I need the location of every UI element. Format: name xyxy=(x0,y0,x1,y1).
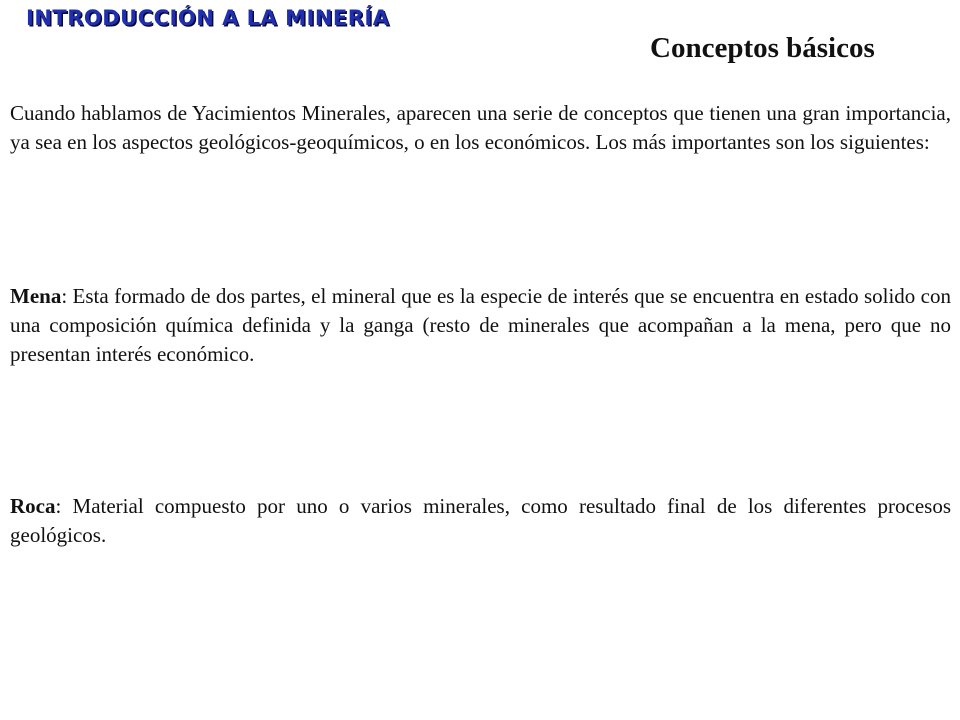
definition-text-roca: : Material compuesto por uno o varios minerales, como resultado final de los diferentes procesos geológicos. xyxy=(10,494,951,547)
slide-subtitle: Conceptos básicos xyxy=(650,32,875,64)
definition-roca xyxy=(10,492,951,550)
intro-paragraph: Cuando hablamos de Yacimientos Minerales, aparecen una serie de conceptos que tienen una gran importancia, ya sea en los aspectos geológicos-geoquímicos, o en los económicos. Los más importantes son los siguientes: xyxy=(10,101,951,154)
definition-mena xyxy=(10,282,951,369)
definition-term-mena: Mena xyxy=(10,284,62,308)
definition-text-mena: : Esta formado de dos partes, el mineral que es la especie de interés que se encuentra en estado solido con una composición química definida y la ganga (resto de minerales que acompañan a la mena, pero que no presentan interés económico. xyxy=(10,284,951,366)
definition-term-roca: Roca xyxy=(10,494,56,518)
header-title: INTRODUCCIÓN A LA MINERÍA xyxy=(26,6,390,30)
